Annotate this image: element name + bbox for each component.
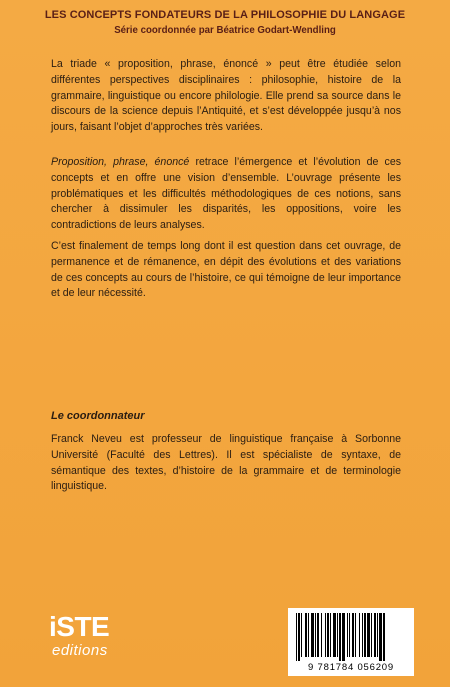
barcode-bar xyxy=(383,613,385,661)
barcode-bar xyxy=(377,613,378,657)
barcode-bar xyxy=(308,613,309,657)
barcode-bar xyxy=(371,613,372,657)
book-title-italic: Proposition, phrase, énoncé xyxy=(51,156,190,168)
barcode-bar xyxy=(362,613,363,657)
barcode-bar xyxy=(311,613,314,657)
coordinator-bio: Franck Neveu est professeur de linguistique française à Sorbonne Université (Faculté des Lettres). Il est spécialiste de syntaxe, de sémantique des textes, d’histoire de la grammaire et de terminologie linguistique. xyxy=(51,433,401,493)
barcode-bar xyxy=(374,613,376,657)
description-paragraph-2-text: retrace l’émergence et l’évolution de ces concepts et en offre une vision d’ensemble. L’ouvrage présente les problématiques et les difficultés méthodologiques de ces notions, sans chercher à dissimuler les disparités, les oppositions, voire les contradictions de leurs analyses. xyxy=(51,156,402,232)
logo-subtitle: editions xyxy=(52,642,108,659)
barcode-bar xyxy=(339,613,341,661)
barcode-bar xyxy=(315,613,316,657)
coordinator-heading: Le coordonnateur xyxy=(51,410,145,422)
barcode-bar xyxy=(325,613,326,657)
description-paragraph-2 xyxy=(51,155,401,234)
barcode-bar xyxy=(359,613,360,657)
description-paragraph-1: La triade « proposition, phrase, énoncé » peut être étudiée selon différentes perspectives disciplinaires : philosophie, histoire de la grammaire, linguistique ou encore philologie. Elle prend sa source dans le discours de la science depuis l’Antiquité, et s’est développée jusqu’à nos jours, faisant l’objet d’approches très variées. xyxy=(51,58,401,134)
barcode-bar xyxy=(296,613,297,661)
barcode-bar xyxy=(327,613,329,657)
barcode-bar xyxy=(333,613,336,657)
barcode-bar xyxy=(342,613,345,661)
barcode-bar xyxy=(355,613,356,657)
logo-mark: iSTE xyxy=(49,611,110,642)
barcode-bar xyxy=(352,613,354,657)
barcode-bar xyxy=(379,613,382,661)
barcode-bar xyxy=(349,613,350,657)
barcode-bar xyxy=(364,613,366,657)
barcode-bar xyxy=(317,613,319,657)
barcode-bars xyxy=(294,613,408,661)
barcode-bar xyxy=(337,613,338,657)
barcode-bar xyxy=(330,613,331,657)
barcode-bar xyxy=(367,613,370,657)
barcode-bar xyxy=(298,613,300,661)
series-title: LES CONCEPTS FONDATEURS DE LA PHILOSOPHIE DU LANGAGE xyxy=(44,9,406,21)
description-paragraph-3: C’est finalement de temps long dont il est question dans cet ouvrage, de permanence et de rémanence, en dépit des évolutions et des variations de ces concepts au cours de l’histoire, ce qui témoigne de leur importance et de leur nécessité. xyxy=(51,240,401,300)
series-subtitle: Série coordonnée par Béatrice Godart-Wendling xyxy=(114,25,336,36)
isbn-number: 9 781784 056209 xyxy=(308,662,394,673)
iste-editions-logo xyxy=(49,612,149,664)
isbn-barcode xyxy=(288,608,414,676)
barcode-bar xyxy=(305,613,307,657)
barcode-bar xyxy=(321,613,322,657)
barcode-bar xyxy=(301,613,302,657)
barcode-bar xyxy=(347,613,348,657)
